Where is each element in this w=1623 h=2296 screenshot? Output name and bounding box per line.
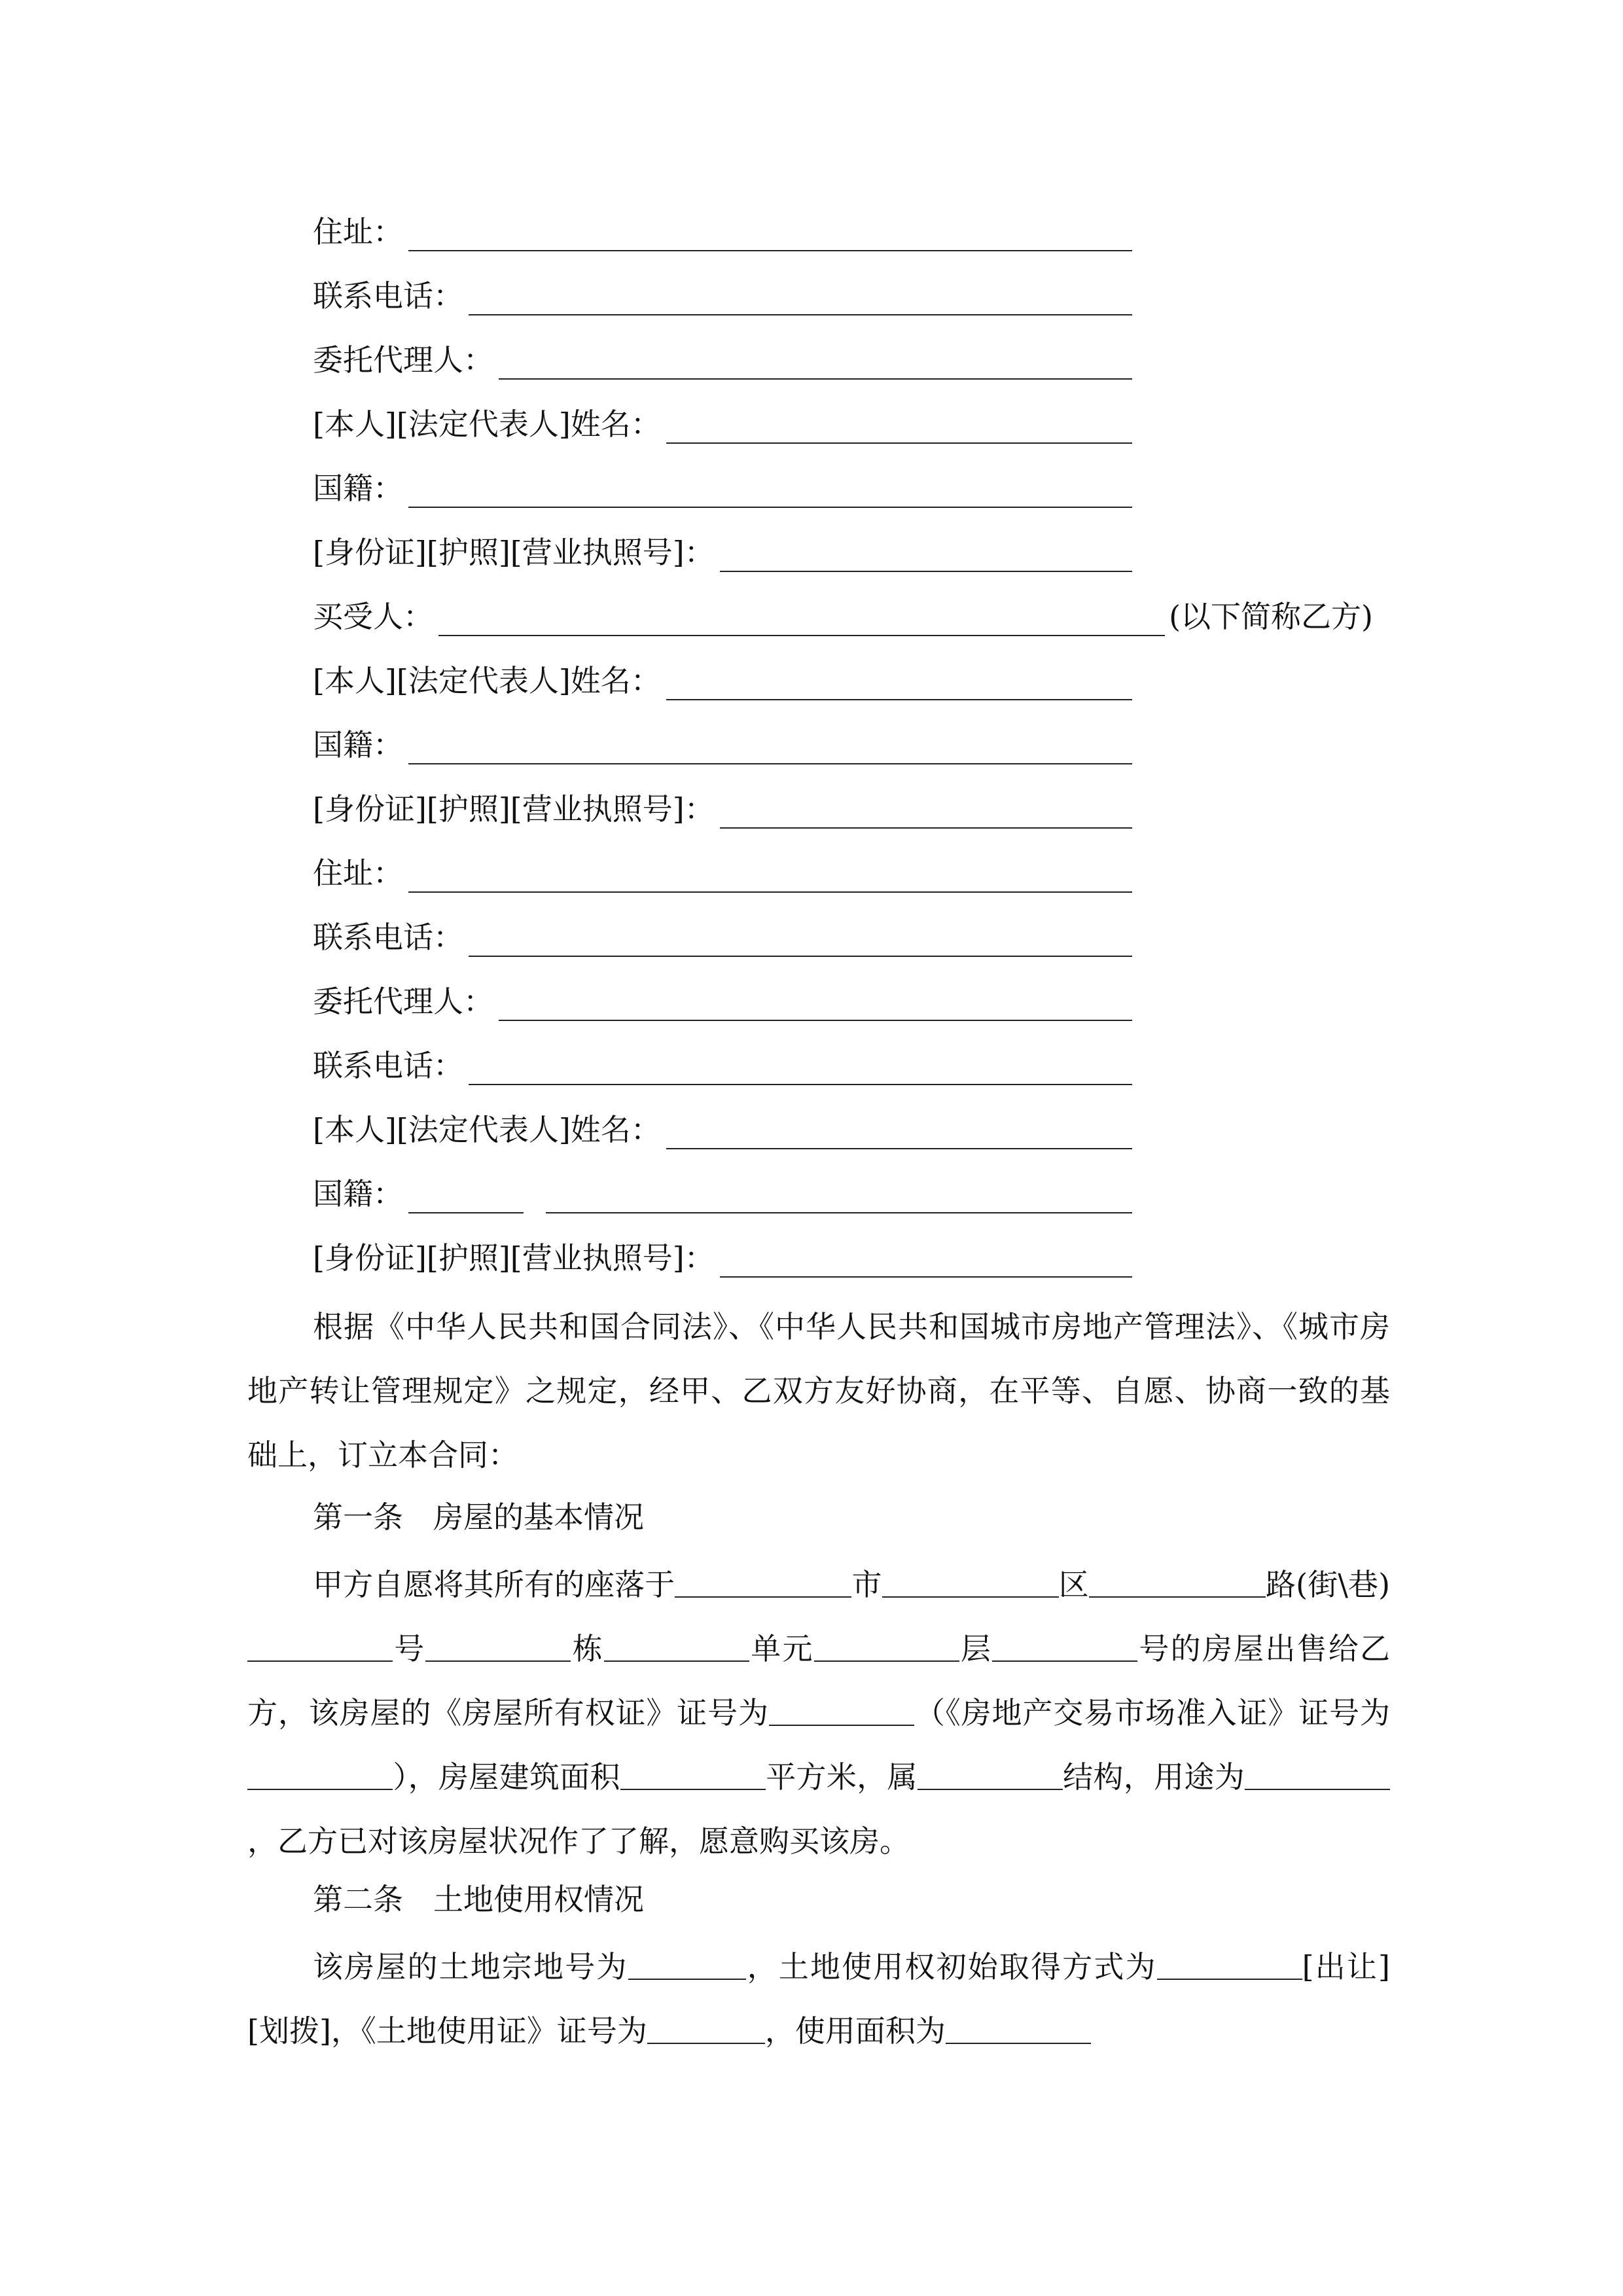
buyer-agent-row: [313, 974, 1132, 1021]
buyer-row: [313, 589, 1373, 636]
buyer-agent-phone-field[interactable]: [469, 1054, 1132, 1085]
seller-address-field[interactable]: [408, 220, 1132, 251]
article1-paragraph: 甲方自愿将其所有的座落于 市 区 路(街\巷)号 栋 单元 层 号的房屋出售给乙方，该房屋的《房屋所有权证》证号为 （《房地产交易市场准入证》证号为），房屋建筑面积 平方米，属 结构，用途为，乙方已对该房屋状况作了了解，愿意购买该房。: [247, 1567, 1391, 1859]
district-blank[interactable]: [882, 1566, 1059, 1598]
seller-agent-row: [313, 332, 1132, 380]
seller-phone-label: 联系电话：: [313, 278, 463, 314]
seller-id-label: [身份证][护照][营业执照号]：: [313, 535, 715, 570]
buyer-phone-row: [313, 910, 1132, 957]
buyer-address-label: 住址：: [313, 855, 403, 891]
buyer-address-field[interactable]: [408, 861, 1132, 893]
seller-nationality-label: 国籍：: [313, 471, 403, 506]
buyer-agent-id-field[interactable]: [720, 1246, 1132, 1278]
buyer-agent-name-label: [本人][法定代表人]姓名：: [313, 1112, 661, 1147]
room-number-blank[interactable]: [992, 1630, 1137, 1662]
building-blank[interactable]: [425, 1630, 571, 1662]
buyer-agent-label: 委托代理人：: [313, 984, 493, 1019]
seller-id-field[interactable]: [720, 541, 1132, 572]
buyer-address-row: [313, 846, 1132, 893]
seller-phone-row: [313, 268, 1132, 315]
buyer-phone-label: 联系电话：: [313, 920, 463, 955]
seller-nationality-field[interactable]: [408, 476, 1132, 508]
area-blank[interactable]: [620, 1759, 766, 1790]
land-area-blank[interactable]: [946, 2013, 1091, 2044]
usage-blank[interactable]: [1245, 1759, 1390, 1790]
buyer-name-label: [本人][法定代表人]姓名：: [313, 663, 661, 698]
city-blank[interactable]: [675, 1566, 851, 1598]
seller-agent-field[interactable]: [499, 348, 1132, 380]
structure-blank[interactable]: [918, 1759, 1063, 1790]
road-number-blank[interactable]: [247, 1630, 393, 1662]
article2-heading: 第二条 土地使用权情况: [313, 1882, 644, 1917]
buyer-field[interactable]: [438, 605, 1165, 636]
preamble-paragraph: 根据《中华人民共和国合同法》、《中华人民共和国城市房地产管理法》、《城市房地产转让管理规定》之规定，经甲、乙双方友好协商，在平等、自愿、协商一致的基础上，订立本合同：: [247, 1309, 1390, 1473]
seller-nationality-row: [313, 461, 1132, 508]
buyer-id-field[interactable]: [720, 797, 1132, 829]
buyer-suffix: (以下简称乙方): [1169, 599, 1373, 634]
buyer-name-field[interactable]: [666, 669, 1132, 700]
article2-paragraph: 该房屋的土地宗地号为 ，土地使用权初始取得方式为 [出让][划拨]，《土地使用证》证号为 ，使用面积为: [247, 1949, 1391, 2049]
market-cert-blank[interactable]: [247, 1759, 393, 1790]
seller-agent-label: 委托代理人：: [313, 342, 493, 378]
buyer-id-row: [313, 781, 1132, 829]
seller-phone-field[interactable]: [469, 284, 1132, 315]
buyer-agent-phone-label: 联系电话：: [313, 1048, 463, 1083]
buyer-phone-field[interactable]: [469, 925, 1132, 957]
buyer-nationality-field[interactable]: [408, 733, 1132, 764]
ownership-cert-blank[interactable]: [769, 1695, 914, 1726]
buyer-agent-nationality-row: [313, 1166, 1132, 1213]
floor-blank[interactable]: [814, 1630, 959, 1662]
unit-blank[interactable]: [604, 1630, 749, 1662]
seller-address-label: 住址：: [313, 214, 403, 249]
buyer-agent-nationality-field-2[interactable]: [546, 1182, 1132, 1213]
road-blank[interactable]: [1089, 1566, 1266, 1598]
buyer-nationality-label: 国籍：: [313, 727, 403, 762]
buyer-agent-nationality-label: 国籍：: [313, 1176, 403, 1211]
buyer-id-label: [身份证][护照][营业执照号]：: [313, 791, 715, 827]
seller-name-label: [本人][法定代表人]姓名：: [313, 406, 661, 442]
buyer-agent-name-field[interactable]: [666, 1118, 1132, 1149]
land-cert-blank[interactable]: [647, 2013, 765, 2044]
buyer-label: 买受人：: [313, 599, 433, 634]
seller-agent-name-row: [313, 397, 1132, 444]
buyer-agent-id-row: [313, 1230, 1132, 1278]
buyer-agent-name-row: [313, 1102, 1132, 1149]
seller-address-row: [313, 204, 1132, 251]
buyer-name-row: [313, 653, 1132, 700]
buyer-agent-nationality-field[interactable]: [408, 1182, 524, 1213]
seller-id-row: [313, 525, 1132, 572]
buyer-agent-field[interactable]: [499, 990, 1132, 1021]
article1-heading: 第一条 房屋的基本情况: [313, 1499, 644, 1535]
acquisition-method-blank[interactable]: [1157, 1948, 1302, 1980]
buyer-agent-phone-row: [313, 1038, 1132, 1085]
seller-name-field[interactable]: [666, 412, 1132, 444]
parcel-number-blank[interactable]: [628, 1948, 746, 1980]
buyer-agent-id-label: [身份证][护照][营业执照号]：: [313, 1240, 715, 1276]
buyer-nationality-row: [313, 717, 1132, 764]
